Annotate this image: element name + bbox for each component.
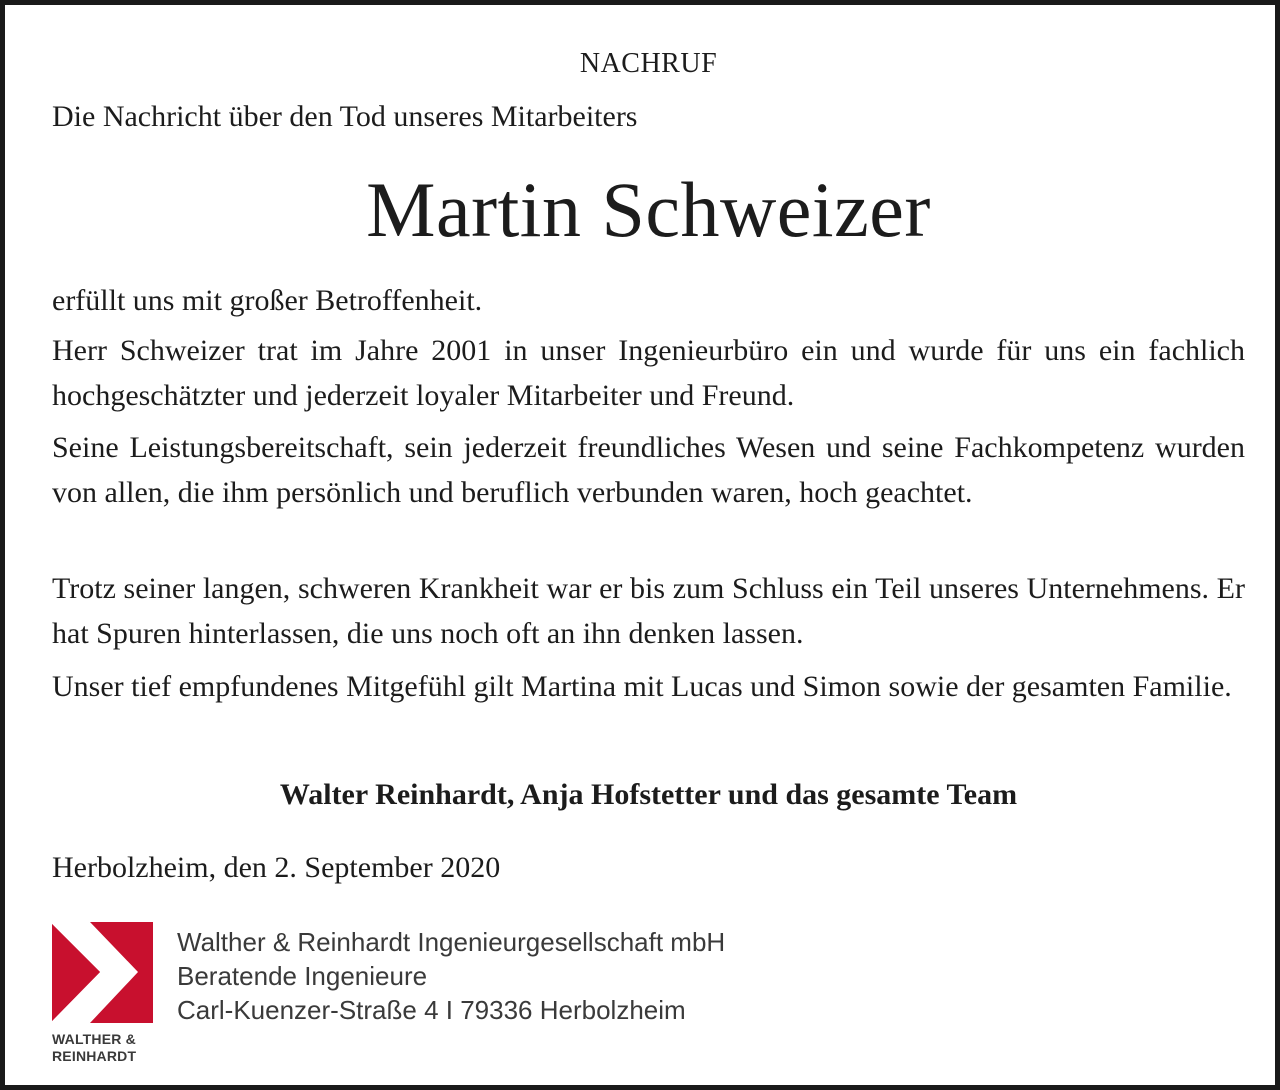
intro-line: Die Nachricht über den Tod unseres Mitarbeiters xyxy=(52,100,638,133)
company-logo-icon xyxy=(52,922,153,1023)
paragraph-4: Trotz seiner langen, schweren Krankheit war er bis zum Schluss ein Teil unseres Unternehmens. Er hat Spuren hinterlassen, die uns noch oft an ihn denken lassen. xyxy=(52,572,1245,650)
company-subtitle: Beratende Ingenieure xyxy=(177,961,428,991)
signers-line: Walter Reinhardt, Anja Hofstetter und das gesamte Team xyxy=(279,778,1018,811)
obituary-heading: NACHRUF xyxy=(579,48,718,79)
company-block xyxy=(177,925,725,1027)
paragraph-2: Herr Schweizer trat im Jahre 2001 in unser Ingenieurbüro ein und wurde für uns ein fachlich hochgeschätzter und jederzeit loyaler Mitarbeiter und Freund. xyxy=(52,334,1245,412)
paragraph-3: Seine Leistungsbereitschaft, sein jederzeit freundliches Wesen und seine Fachkompetenz wurden von allen, die ihm persönlich und beruflich verbunden waren, hoch geachtet. xyxy=(52,431,1245,509)
logo-wordmark xyxy=(52,1031,162,1065)
deceased-name: Martin Schweizer xyxy=(366,166,931,253)
place-date: Herbolzheim, den 2. September 2020 xyxy=(52,851,501,884)
paragraph-5: Unser tief empfundenes Mitgefühl gilt Martina mit Lucas und Simon sowie der gesamten Familie. xyxy=(52,670,1232,703)
logo-wordmark-line-1: WALTHER & xyxy=(52,1031,136,1047)
company-name: Walther & Reinhardt Ingenieurgesellschaft mbH xyxy=(177,927,726,957)
paragraph-1: erfüllt uns mit großer Betroffenheit. xyxy=(52,284,483,317)
logo-wordmark-line-2: REINHARDT xyxy=(52,1048,137,1064)
company-address: Carl-Kuenzer-Straße 4 I 79336 Herbolzheim xyxy=(177,995,686,1025)
